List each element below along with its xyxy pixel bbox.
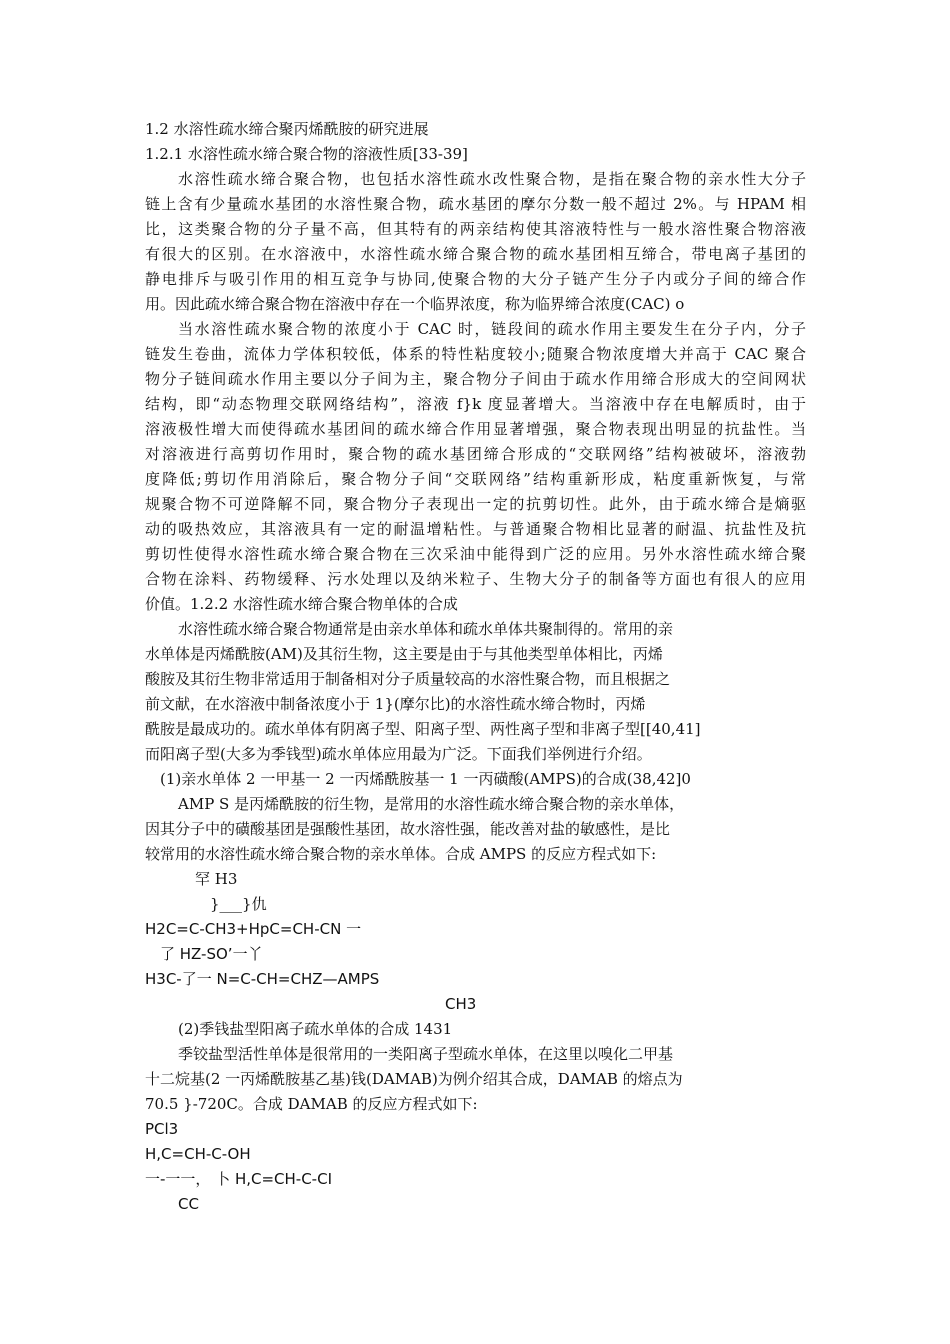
section-heading: 1.2 水溶性疏水缔合聚丙烯酰胺的研究进展 bbox=[145, 120, 429, 138]
paragraph-line: 水溶性疏水缔合聚合物通常是由亲水单体和疏水单体共聚制得的。常用的亲 bbox=[178, 620, 674, 638]
equation-line: H2C=C-CH3+HpC=CH-CN 一 bbox=[145, 920, 362, 938]
subsection-heading: 1.2.1 水溶性疏水缔合聚合物的溶液性质[33-39] bbox=[145, 145, 468, 163]
paragraph-line: 因其分子中的磺酸基团是强酸性基团，故水溶性强，能改善对盐的敏感性，是比 bbox=[145, 820, 671, 838]
equation-line: }___}仇 bbox=[210, 895, 267, 913]
paragraph-line: 结构，即“动态物理交联网络结构”，溶液 f}k 度显著增大。当溶液中存在电解质时，由于 bbox=[145, 395, 806, 413]
equation-line: 一-一一， 卜 H,C=CH-C-CI bbox=[145, 1170, 332, 1188]
paragraph-line: 十二烷基(2 一丙烯酰胺基乙基)钱(DAMAB)为例介绍其合成，DAMAB 的熔点为 bbox=[145, 1070, 683, 1088]
equation-line: H3C-了一 N=C-CH=CHZ—AMPS bbox=[145, 970, 380, 988]
equation-line: H,C=CH-C-OH bbox=[145, 1145, 251, 1163]
equation-line: CH3 bbox=[445, 995, 477, 1013]
paragraph-line: 动的吸热效应，其溶液具有一定的耐温增粘性。与普通聚合物相比显著的耐温、抗盐性及抗 bbox=[145, 520, 806, 538]
paragraph-line: 链发生卷曲，流体力学体积较低，体系的特性粘度较小;随聚合物浓度增大并高于 CAC 聚合 bbox=[145, 345, 806, 363]
paragraph-line: 度降低;剪切作用消除后，聚合物分子间“交联网络”结构重新形成，粘度重新恢复，与常 bbox=[145, 470, 806, 488]
equation-line: 了 HZ-SO’一丫 bbox=[160, 945, 263, 963]
paragraph-line: 季铰盐型活性单体是很常用的一类阳离子型疏水单体，在这里以嗅化二甲基 bbox=[178, 1045, 674, 1063]
paragraph-line: 规聚合物不可逆降解不同，聚合物分子表现出一定的抗剪切性。此外，由于疏水缔合是熵驱 bbox=[145, 495, 806, 513]
paragraph-line: 比，这类聚合物的分子量不高，但其特有的两亲结构使其溶液特性与一般水溶性聚合物溶液 bbox=[145, 220, 806, 238]
paragraph-line: 用。因此疏水缔合聚合物在溶液中存在一个临界浓度，称为临界缔合浓度(CAC) o bbox=[145, 295, 685, 313]
paragraph-line: 水溶性疏水缔合聚合物，也包括水溶性疏水改性聚合物，是指在聚合物的亲水性大分子 bbox=[178, 170, 806, 188]
paragraph-line: 链上含有少量疏水基团的水溶性聚合物，疏水基团的摩尔分数一般不超过 2%。与 HPAM 相 bbox=[145, 195, 806, 213]
paragraph-line: 有很大的区别。在水溶液中，水溶性疏水缔合聚合物的疏水基团相互缔合，带电离子基团的 bbox=[145, 245, 806, 263]
paragraph-line: 物分子链间疏水作用主要以分子间为主，聚合物分子间由于疏水作用缔合形成大的空间网状 bbox=[145, 370, 806, 388]
paragraph-line: 而阳离子型(大多为季钱型)疏水单体应用最为广泛。下面我们举例进行介绍。 bbox=[145, 745, 652, 763]
paragraph-line: 酰胺是最成功的。疏水单体有阴离子型、阳离子型、两性离子型和非离子型[[40,41] bbox=[145, 720, 701, 738]
paragraph-line: 前文献，在水溶液中制备浓度小于 1}(摩尔比)的水溶性疏水缔合物时，丙烯 bbox=[145, 695, 646, 713]
paragraph-line: AMP S 是丙烯酰胺的衍生物，是常用的水溶性疏水缔合聚合物的亲水单体， bbox=[178, 795, 685, 813]
paragraph-line: 静电排斥与吸引作用的相互竞争与协同,使聚合物的大分子链产生分子内或分子间的缔合作 bbox=[145, 270, 806, 288]
paragraph-line: 对溶液进行高剪切作用时，聚合物的疏水基团缔合形成的“交联网络”结构被破坏，溶液勃 bbox=[145, 445, 806, 463]
paragraph-line: 水单体是丙烯酰胺(AM)及其衍生物，这主要是由于与其他类型单体相比，丙烯 bbox=[145, 645, 663, 663]
paragraph-line: 当水溶性疏水聚合物的浓度小于 CAC 时，链段间的疏水作用主要发生在分子内，分子 bbox=[178, 320, 806, 338]
list-item: (1)亲水单体 2 一甲基一 2 一丙烯酰胺基一 1 一丙磺酸(AMPS)的合成(38,42]0 bbox=[160, 770, 691, 788]
paragraph-line: 70.5 }-720C。合成 DAMAB 的反应方程式如下: bbox=[145, 1095, 478, 1113]
equation-line: PCl3 bbox=[145, 1120, 179, 1138]
paragraph-line: 剪切性使得水溶性疏水缔合聚合物在三次采油中能得到广泛的应用。另外水溶性疏水缔合聚 bbox=[145, 545, 806, 563]
paragraph-line: 较常用的水溶性疏水缔合聚合物的亲水单体。合成 AMPS 的反应方程式如下: bbox=[145, 845, 657, 863]
paragraph-line: 价值。1.2.2 水溶性疏水缔合聚合物单体的合成 bbox=[145, 595, 458, 613]
paragraph-line: 溶液极性增大而使得疏水基团间的疏水缔合作用显著增强，聚合物表现出明显的抗盐性。当 bbox=[145, 420, 806, 438]
equation-line: CC bbox=[178, 1195, 199, 1213]
paragraph-line: 酸胺及其衍生物非常适用于制备相对分子质量较高的水溶性聚合物，而且根据之 bbox=[145, 670, 671, 688]
paragraph-line: 合物在涂料、药物缓释、污水处理以及纳米粒子、生物大分子的制备等方面也有很人的应用 bbox=[145, 570, 806, 588]
list-item: (2)季钱盐型阳离子疏水单体的合成 1431 bbox=[178, 1020, 453, 1038]
equation-line: 罕 H3 bbox=[195, 870, 238, 888]
